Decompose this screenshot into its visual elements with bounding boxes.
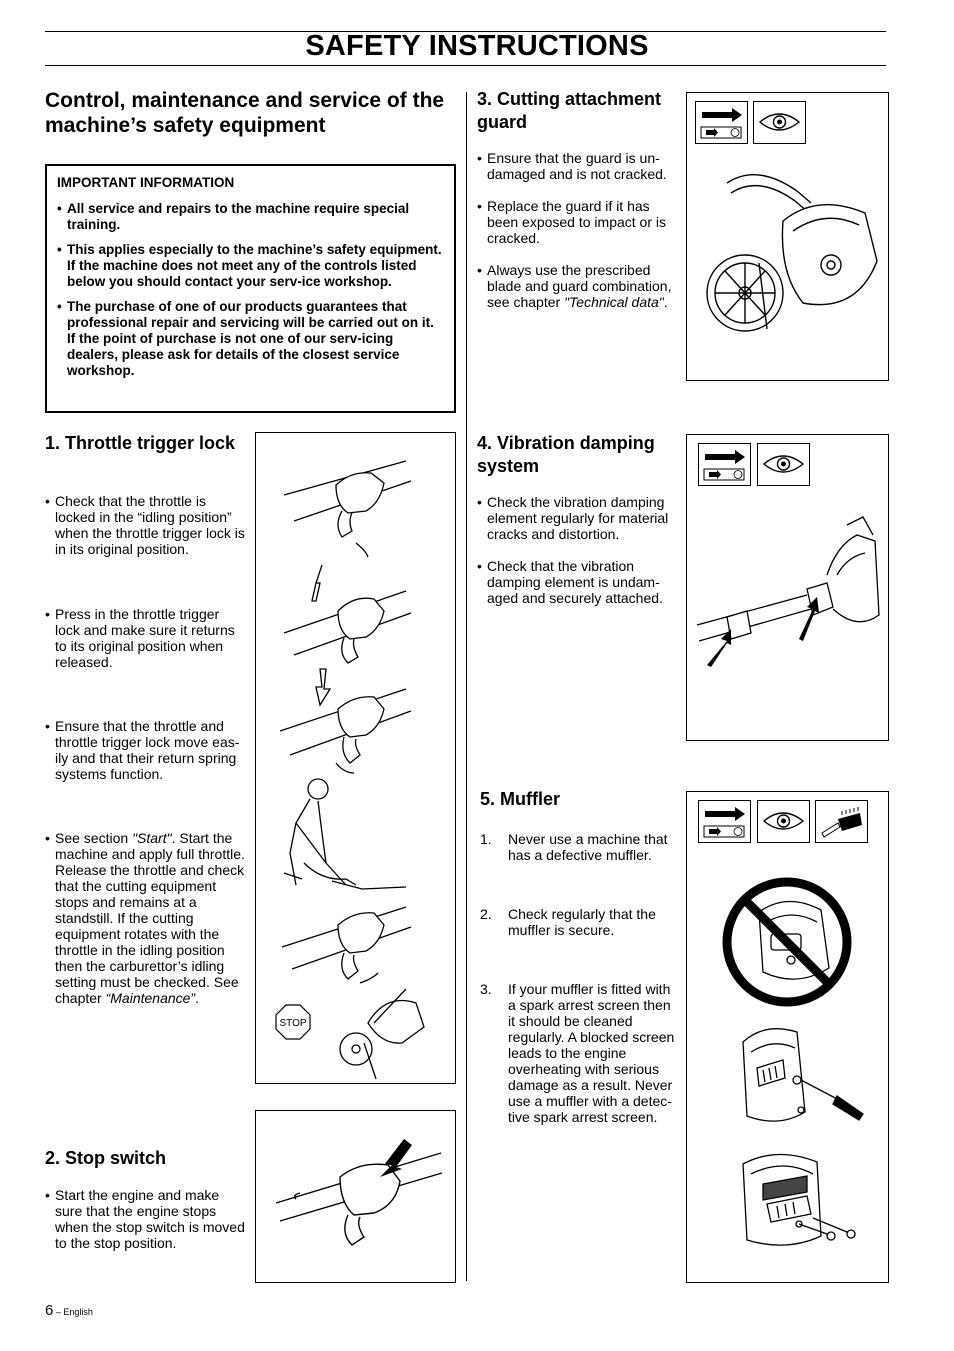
throttle-list-4: [45, 830, 245, 1006]
important-item: • The purchase of one of our products guarantees that professional repair and servicing will be carried out on it. If the point of purchase is not one of our serv-icing dealers, please ask for details of the closest service workshop.: [57, 299, 444, 379]
throttle-heading: 1. Throttle trigger lock: [45, 433, 236, 453]
important-item: • This applies especially to the machine’s safety equipment. If the machine does not meet any of the controls listed below you should contact your serv-ice workshop.: [57, 242, 444, 290]
item-number: 1.: [480, 831, 492, 847]
vibration-item: • Check the vibration damping element regularly for material cracks and distortion.: [477, 494, 682, 542]
stop-switch-list: [45, 1187, 245, 1251]
eye-icon: [753, 101, 806, 144]
technical-data-reference: "Technical data": [564, 294, 664, 310]
vibration-heading: 4. Vibration damping system: [477, 433, 655, 476]
manual-icon: [695, 101, 748, 144]
page-number: 6: [45, 1302, 54, 1319]
important-item: • All service and repairs to the machine require special training.: [57, 201, 444, 233]
muffler-item: [480, 831, 680, 863]
throttle-item: • Press in the throttle trigger lock and make sure it returns to its original position when released.: [45, 606, 245, 670]
throttle-item: • Ensure that the throttle and throttle trigger lock move eas-ily and that their return spring systems function.: [45, 718, 245, 782]
throttle-illustration: [255, 432, 456, 1084]
title-rule: [45, 65, 886, 66]
stop-label: STOP: [279, 1018, 307, 1029]
eye-icon: [757, 443, 810, 486]
stop-switch-illustration: [255, 1110, 456, 1283]
muffler-item: [480, 981, 680, 1125]
start-reference: "Start": [132, 830, 172, 846]
text-run: Always use the prescribed blade and guard combination, see chapter: [487, 262, 672, 310]
guard-drawing: [687, 153, 888, 380]
item-number: 3.: [480, 981, 492, 997]
cutting-heading: 3. Cutting attachment guard: [477, 89, 662, 132]
stop-switch-drawing: [256, 1111, 455, 1282]
throttle-drawings: [256, 433, 455, 1083]
throttle-list-2: [45, 606, 245, 670]
cutting-item: • Replace the guard if it has been exposed to impact or is cracked.: [477, 198, 682, 246]
vibration-illustration: [686, 434, 889, 741]
important-heading: IMPORTANT INFORMATION: [57, 175, 235, 190]
cutting-illustration: [686, 92, 889, 381]
muffler-illustration: [686, 791, 889, 1283]
section-heading: Control, maintenance and service of the machine’s safety equipment: [45, 89, 445, 137]
manual-icon: [698, 800, 751, 843]
important-info-box: [45, 164, 456, 413]
manual-icon: [698, 443, 751, 486]
prohibited-icon: [727, 882, 847, 1002]
page-footer: [45, 1302, 93, 1320]
stop-switch-item: • Start the engine and make sure that the engine stops when the stop switch is moved to the stop position.: [45, 1187, 245, 1251]
cutting-item: [477, 262, 682, 310]
muffler-item: [480, 906, 680, 938]
brush-icon: [815, 800, 868, 843]
item-text: Check regularly that the muffler is secure.: [508, 906, 656, 938]
vibration-list: [477, 494, 682, 606]
page-title: SAFETY INSTRUCTIONS: [305, 30, 649, 62]
arrow-icon: [799, 597, 819, 641]
muffler-list: [480, 831, 680, 1125]
stop-switch-heading: 2. Stop switch: [45, 1148, 167, 1168]
item-text: If your muffler is fitted with a spark arrest screen then it should be cleaned regularly. A blocked screen leads to the engine overheating with serious damage as a result. Never use a muffler with a detec-tive spark arrest screen.: [508, 981, 675, 1125]
throttle-list-1: [45, 493, 245, 557]
throttle-item: • Check that the throttle is locked in the “idling position” when the throttle trigger lock is in its original position.: [45, 493, 245, 557]
throttle-item: [45, 830, 245, 1006]
text-run: See section: [55, 830, 133, 846]
stop-icon: [276, 1005, 310, 1039]
cutting-item: • Ensure that the guard is un-damaged and is not cracked.: [477, 150, 682, 182]
column-divider: [466, 92, 467, 1281]
item-text: Never use a machine that has a defective muffler.: [508, 831, 668, 863]
eye-icon: [757, 800, 810, 843]
muffler-heading: 5. Muffler: [480, 789, 561, 809]
text-run: .: [663, 294, 668, 310]
page-language: – English: [53, 1307, 93, 1317]
text-run: .: [195, 990, 199, 1006]
throttle-list-3: [45, 718, 245, 782]
text-run: . Start the machine and apply full throttle. Release the throttle and check that the cutting equipment stops and remains at a standstill. If the cutting equipment rotates with the throttle in the idling position then the carburettor’s idling setting must be checked. See chapter: [55, 830, 245, 1006]
item-number: 2.: [480, 906, 492, 922]
maintenance-reference: “Maintenance”: [105, 990, 196, 1006]
cutting-list: [477, 150, 682, 310]
vibration-item: • Check that the vibration damping element is undam-aged and securely attached.: [477, 558, 682, 606]
damping-drawing: [687, 505, 888, 740]
muffler-drawings: [687, 852, 888, 1282]
important-list: [57, 201, 444, 379]
